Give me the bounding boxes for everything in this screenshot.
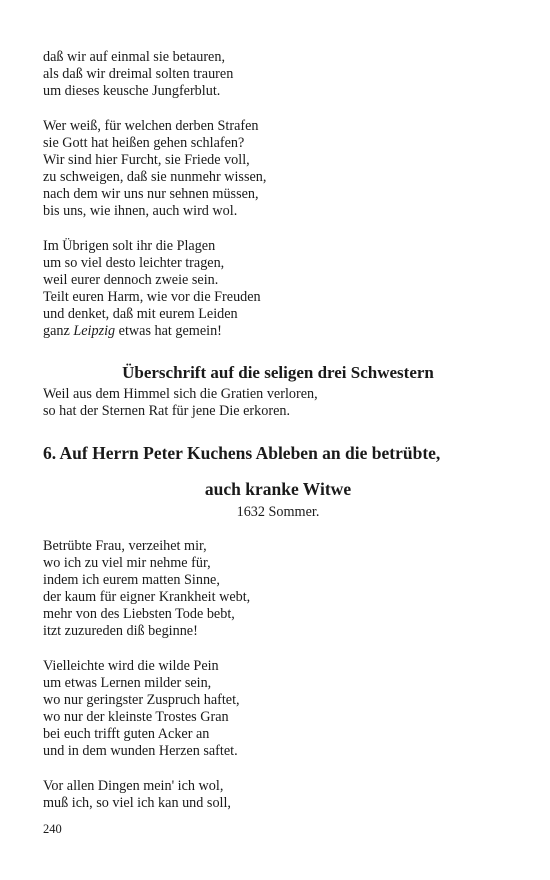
verse-line: Betrübte Frau, verzeihet mir, (43, 538, 207, 554)
verse-line: Wir sind hier Furcht, sie Friede voll, (43, 152, 250, 168)
verse-line: Vielleichte wird die wilde Pein (43, 658, 219, 674)
line-prefix: ganz (43, 323, 74, 339)
verse-line: Im Übrigen solt ihr die Plagen (43, 238, 216, 254)
stanza (43, 49, 513, 100)
page-content (43, 49, 513, 830)
poem-date: 1632 Sommer. (236, 504, 320, 520)
verse-line: zu schweigen, daß sie nunmehr wissen, (43, 169, 267, 185)
verse-line: Wer weiß, für welchen derben Strafen (43, 118, 259, 134)
verse-line: so hat der Sternen Rat für jene Die erkoren. (43, 403, 291, 419)
verse-line: wo ich zu viel mir nehme für, (43, 555, 211, 571)
verse-line-leipzig (43, 323, 513, 340)
verse-line: Teilt euren Harm, wie vor die Freuden (43, 289, 261, 305)
verse-line: und denket, daß mit eurem Leiden (43, 306, 238, 322)
verse-line: bis uns, wie ihnen, auch wird wol. (43, 203, 238, 219)
verse-line: sie Gott hat heißen gehen schlafen? (43, 135, 245, 151)
page-number: 240 (43, 822, 62, 836)
verse-line: nach dem wir uns nur sehnen müssen, (43, 186, 259, 202)
stanza (43, 118, 513, 220)
stanza (43, 238, 513, 340)
verse-line: muß ich, so viel ich kan und soll, (43, 795, 231, 811)
italic-place-name: Leipzig (73, 323, 116, 339)
verse-line: bei euch trifft guten Acker an (43, 726, 210, 742)
verse-line: itzt zuzureden diß beginne! (43, 623, 198, 639)
verse-line: und in dem wunden Herzen saftet. (43, 743, 238, 759)
poem-title: 6. Auf Herrn Peter Kuchens Ableben an die betrübte, (43, 443, 441, 463)
verse-line: daß wir auf einmal sie betauren, (43, 49, 225, 65)
verse-line: weil eurer dennoch zweie sein. (43, 272, 219, 288)
verse-line: als daß wir dreimal solten trauren (43, 66, 234, 82)
verse-line: der kaum für eigner Krankheit webt, (43, 589, 251, 605)
stanza (43, 778, 513, 812)
verse-line: Weil aus dem Himmel sich die Gratien verloren, (43, 386, 318, 402)
verse-line: wo nur geringster Zuspruch haftet, (43, 692, 240, 708)
verse-line: um so viel desto leichter tragen, (43, 255, 225, 271)
verse-line: mehr von des Liebsten Tode bebt, (43, 606, 235, 622)
stanza (43, 658, 513, 760)
epigram-body (43, 386, 513, 420)
stanza (43, 538, 513, 640)
poem-title-continued: auch kranke Witwe (204, 479, 352, 499)
verse-line: wo nur der kleinste Trostes Gran (43, 709, 229, 725)
verse-line: um etwas Lernen milder sein, (43, 675, 212, 691)
epigram-title: Überschrift auf die seligen drei Schwestern (122, 363, 434, 382)
verse-line: indem ich eurem matten Sinne, (43, 572, 220, 588)
line-suffix: etwas hat gemein! (115, 323, 222, 339)
verse-line: Vor allen Dingen mein' ich wol, (43, 778, 224, 794)
verse-line: um dieses keusche Jungferblut. (43, 83, 221, 99)
